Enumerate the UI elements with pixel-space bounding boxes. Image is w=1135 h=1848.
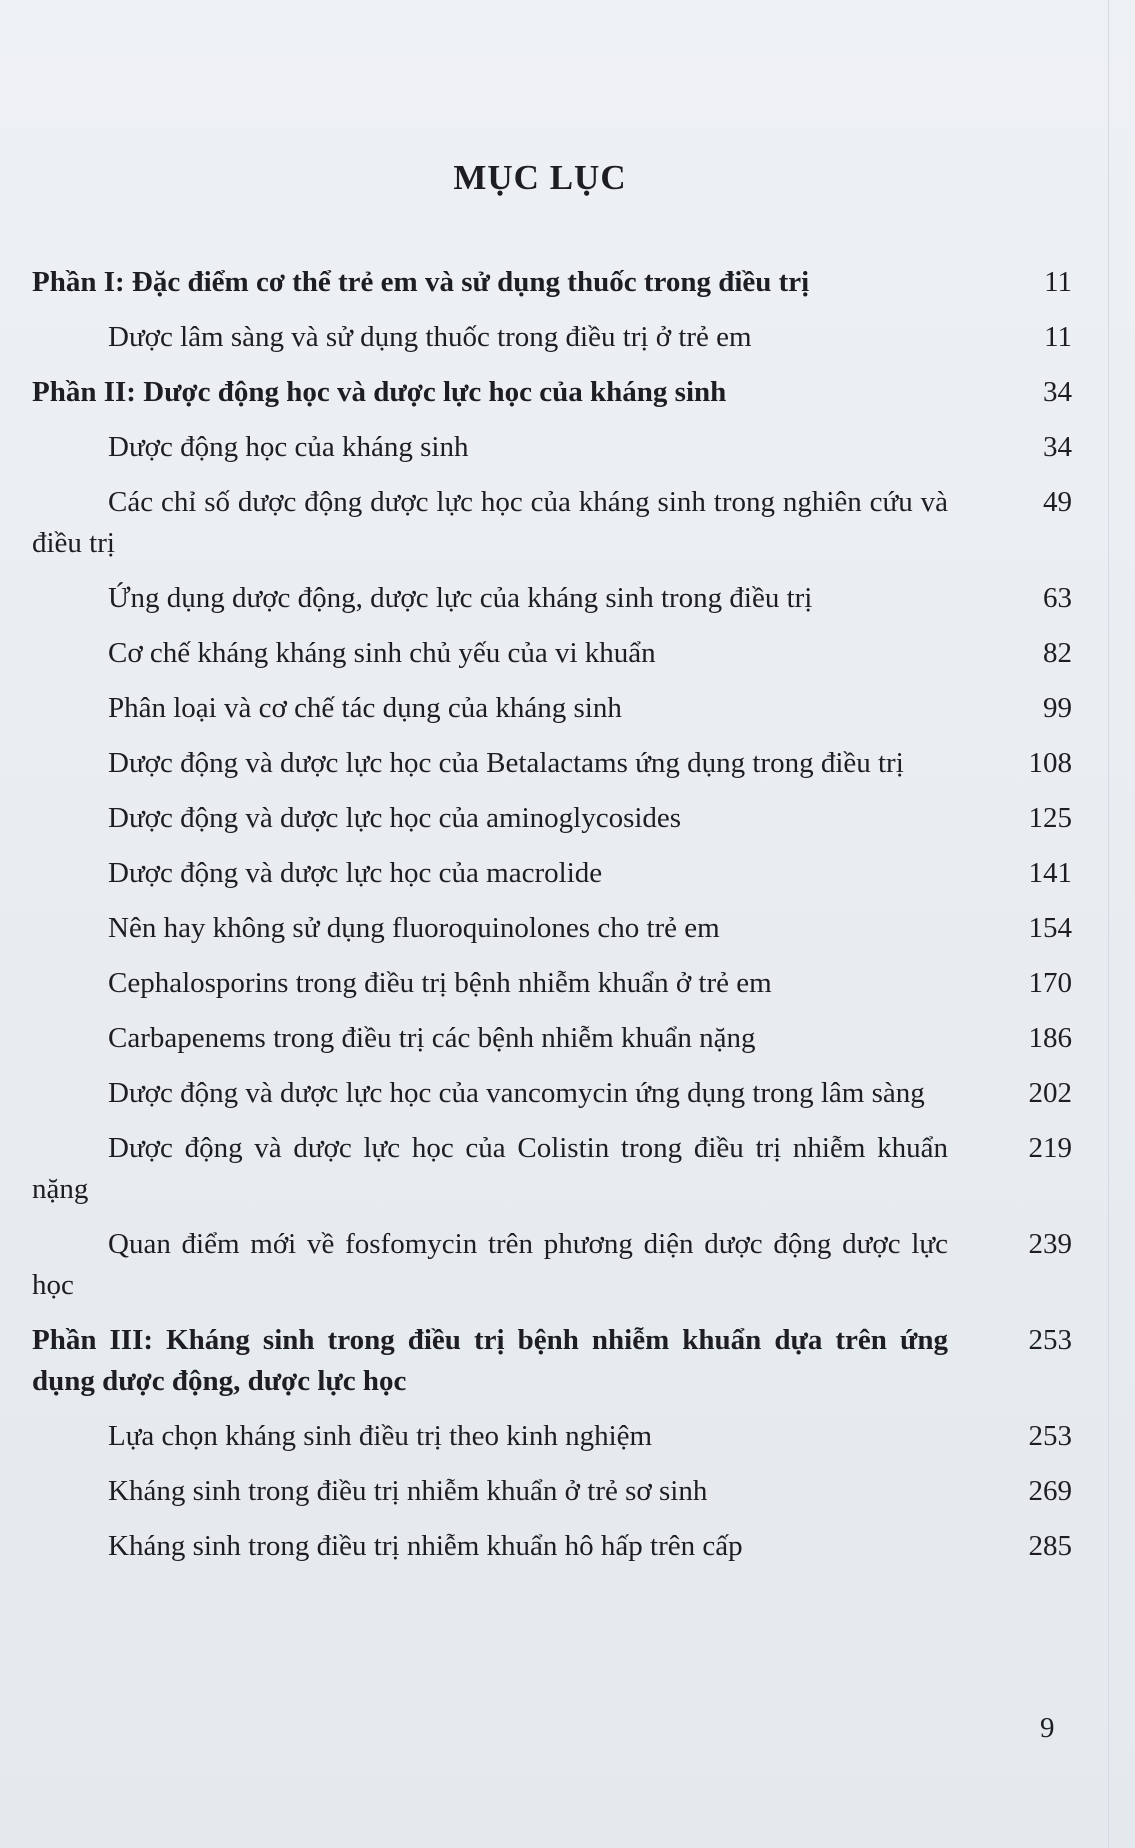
toc-entry — [32, 317, 1072, 358]
toc-entry-text: Dược lâm sàng và sử dụng thuốc trong điều trị ở trẻ em — [108, 321, 752, 353]
page-title: MỤC LỤC — [453, 158, 627, 197]
toc-page-number: 285 — [1028, 1530, 1072, 1562]
toc-entry — [32, 798, 1072, 839]
toc-entry-text: Phần III: Kháng sinh trong điều trị bệnh nhiễm khuẩn dựa trên ứng dụng dược động, dược lực học — [32, 1324, 948, 1397]
toc-entry — [32, 482, 1072, 564]
page-edge-divider — [1108, 0, 1109, 1848]
toc-page-number: 219 — [1028, 1132, 1072, 1164]
toc-entry-text: Quan điểm mới về fosfomycin trên phương diện dược động dược lực học — [32, 1228, 948, 1301]
toc-entry-text: Ứng dụng dược động, dược lực của kháng sinh trong điều trị — [108, 582, 813, 614]
toc-entry — [32, 427, 1072, 468]
toc-entry-text: Phần I: Đặc điểm cơ thể trẻ em và sử dụng thuốc trong điều trị — [32, 266, 810, 298]
toc-entry-text: Cephalosporins trong điều trị bệnh nhiễm khuẩn ở trẻ em — [108, 967, 772, 999]
toc-entry-text: Dược động và dược lực học của macrolide — [108, 857, 603, 889]
toc-part-heading — [32, 372, 1072, 413]
toc-page-number: 108 — [1028, 747, 1072, 779]
toc-entry-text: Kháng sinh trong điều trị nhiễm khuẩn ở trẻ sơ sinh — [108, 1475, 708, 1507]
toc-entry-text: Cơ chế kháng kháng sinh chủ yếu của vi khuẩn — [108, 637, 656, 669]
toc-entry — [32, 688, 1072, 729]
toc-part-heading — [32, 1320, 1072, 1402]
toc-entry-text: Dược động và dược lực học của aminoglycosides — [108, 802, 682, 834]
toc-entry — [32, 1416, 1072, 1457]
toc-entry — [32, 1224, 1072, 1306]
toc-page-number: 125 — [1028, 802, 1072, 834]
toc-page-number: 99 — [1043, 692, 1072, 724]
toc-page-number: 82 — [1043, 637, 1072, 669]
toc-entry-text: Lựa chọn kháng sinh điều trị theo kinh nghiệm — [108, 1420, 653, 1452]
toc-entry-text: Dược động học của kháng sinh — [108, 431, 469, 463]
toc-entry — [32, 853, 1072, 894]
toc-page-number: 253 — [1028, 1324, 1072, 1356]
toc-entry-text: Dược động và dược lực học của vancomycin ứng dụng trong lâm sàng — [108, 1077, 925, 1109]
toc-entry — [32, 1471, 1072, 1512]
toc-entry — [32, 1526, 1072, 1567]
toc-page-number: 186 — [1028, 1022, 1072, 1054]
toc-entry-text: Các chỉ số dược động dược lực học của kháng sinh trong nghiên cứu và điều trị — [32, 486, 948, 559]
toc-entry-text: Dược động và dược lực học của Colistin trong điều trị nhiễm khuẩn nặng — [32, 1132, 948, 1205]
toc-page-number: 63 — [1043, 582, 1072, 614]
toc-entry — [32, 1018, 1072, 1059]
toc-entry — [32, 743, 1072, 784]
toc-page-number: 11 — [1044, 321, 1072, 353]
toc-entry — [32, 908, 1072, 949]
toc-page-number: 170 — [1028, 967, 1072, 999]
toc-entry-text: Phân loại và cơ chế tác dụng của kháng sinh — [108, 692, 622, 724]
toc-page-number: 141 — [1028, 857, 1072, 889]
toc-page-number: 49 — [1043, 486, 1072, 518]
toc-entry-text: Nên hay không sử dụng fluoroquinolones cho trẻ em — [108, 912, 720, 944]
toc-page-number: 11 — [1044, 266, 1072, 298]
toc-page-number: 34 — [1043, 376, 1072, 408]
toc-entry — [32, 963, 1072, 1004]
toc-entry — [32, 1128, 1072, 1210]
toc-page-number: 239 — [1028, 1228, 1072, 1260]
toc-entry — [32, 1073, 1072, 1114]
page-folio-number: 9 — [1040, 1712, 1055, 1744]
toc-entry-text: Kháng sinh trong điều trị nhiễm khuẩn hô hấp trên cấp — [108, 1530, 743, 1562]
toc-page-number: 154 — [1028, 912, 1072, 944]
toc-part-heading — [32, 262, 1072, 303]
toc-entry — [32, 633, 1072, 674]
toc-page-number: 269 — [1028, 1475, 1072, 1507]
toc-page-number: 202 — [1028, 1077, 1072, 1109]
toc-entry — [32, 578, 1072, 619]
toc-entry-text: Carbapenems trong điều trị các bệnh nhiễm khuẩn nặng — [108, 1022, 756, 1054]
toc-entry-text: Dược động và dược lực học của Betalactams ứng dụng trong điều trị — [108, 747, 904, 779]
toc-entry-text: Phần II: Dược động học và dược lực học của kháng sinh — [32, 376, 727, 408]
table-of-contents — [32, 262, 1072, 1567]
toc-page-number: 34 — [1043, 431, 1072, 463]
toc-page-number: 253 — [1028, 1420, 1072, 1452]
